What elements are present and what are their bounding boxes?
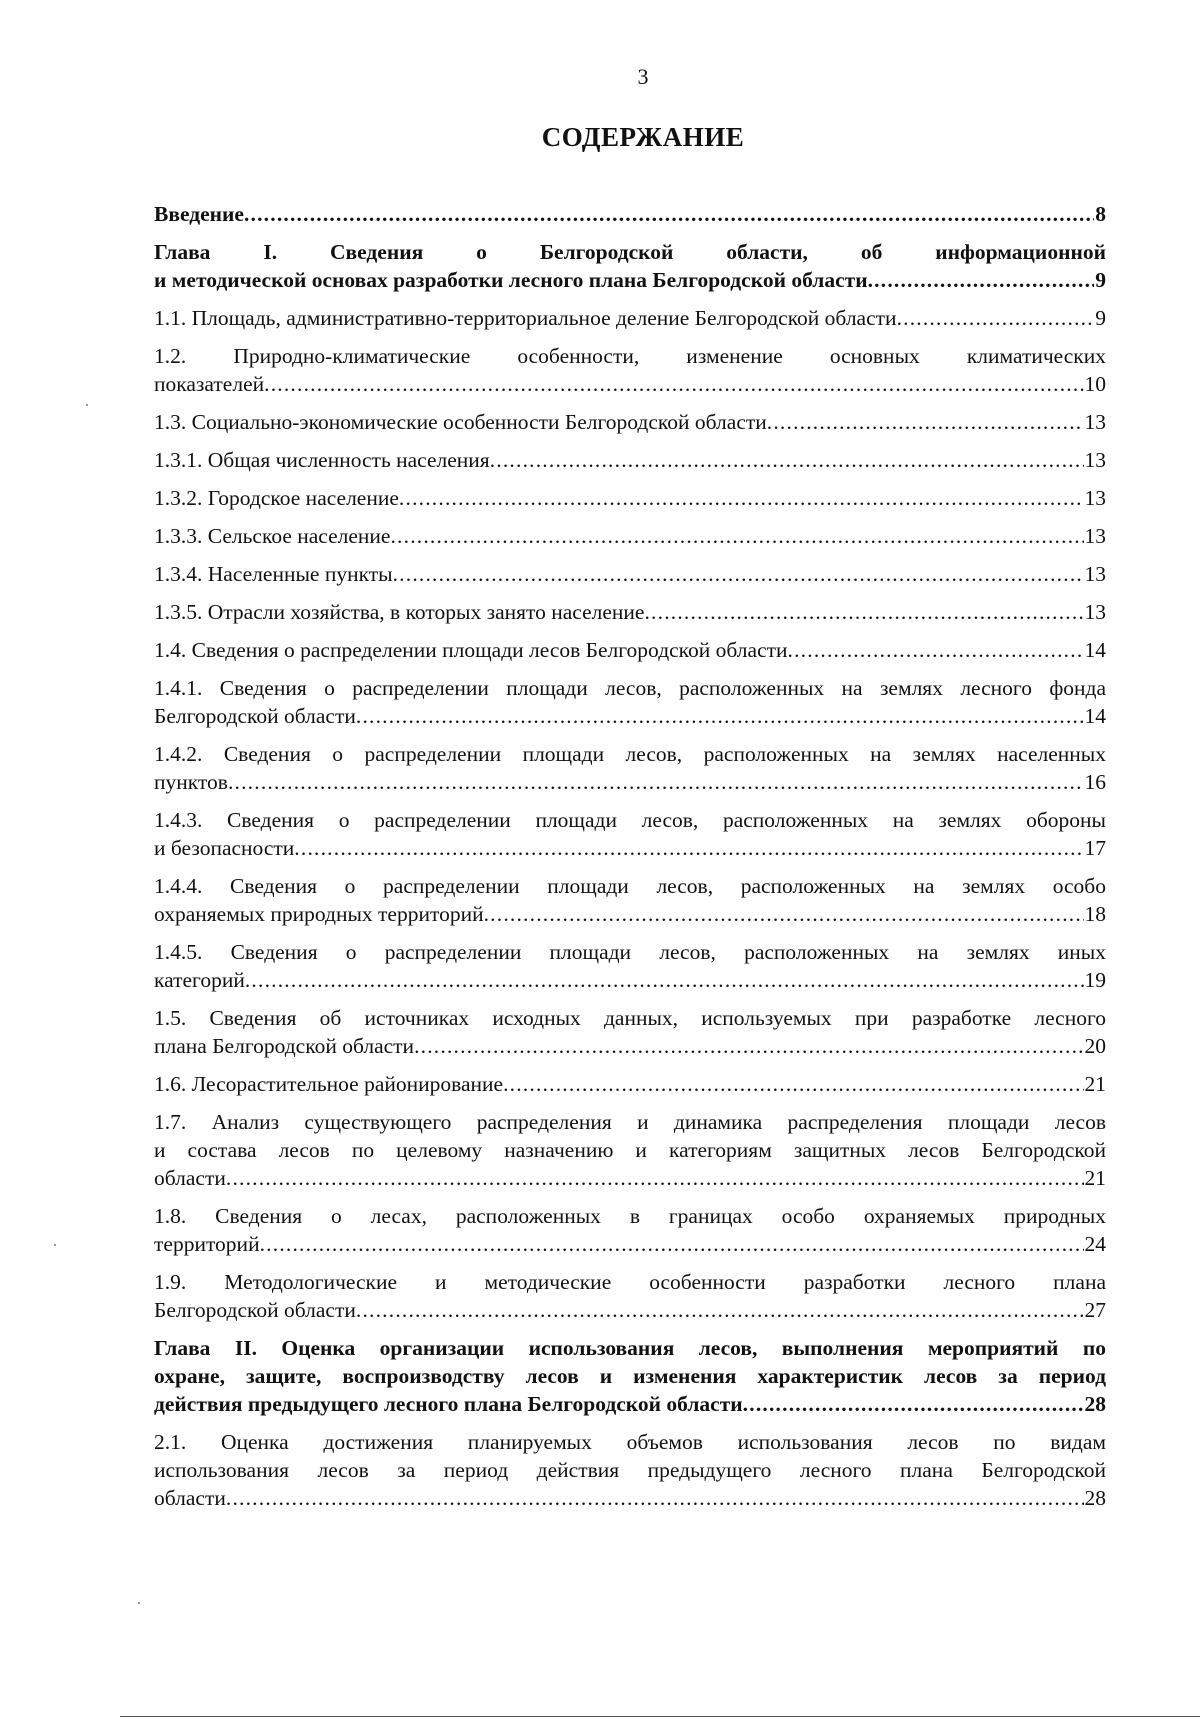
toc-entry-line xyxy=(154,1230,1106,1258)
scan-speck xyxy=(54,1244,56,1246)
toc-entry-line xyxy=(154,446,1106,474)
toc-entry-text: 1.4.2. Сведения о распределении площади лесов, расположенных на землях населенных xyxy=(154,742,1106,766)
toc-page-number: 9 xyxy=(1095,268,1106,292)
toc-page-number: 13 xyxy=(1084,562,1106,586)
toc-entry-title: территорий xyxy=(154,1232,260,1256)
dot-leader xyxy=(226,1164,1084,1192)
toc-entry-title: 1.3.5. Отрасли хозяйства, в которых занято население xyxy=(154,600,645,624)
toc-entry-line xyxy=(154,834,1106,862)
dot-leader xyxy=(393,560,1084,588)
dot-leader xyxy=(356,1296,1084,1324)
toc-entry-text: 1.4.1. Сведения о распределении площади лесов, расположенных на землях лесного фонда xyxy=(154,676,1106,700)
toc-entry-title: 1.3.4. Населенные пункты xyxy=(154,562,393,586)
toc-entry-text: 1.4.4. Сведения о распределении площади лесов, расположенных на землях особо xyxy=(154,874,1106,898)
toc-page-number: 24 xyxy=(1084,1232,1106,1256)
toc-entry-title: 1.3. Социально-экономические особенности Белгородской области xyxy=(154,410,767,434)
toc-entry-line xyxy=(154,768,1106,796)
toc-page-number: 8 xyxy=(1095,202,1106,226)
toc-entry-title: плана Белгородской области xyxy=(154,1034,415,1058)
toc-entry-text: 1.7. Анализ существующего распределения и динамика распределения площади лесов xyxy=(154,1110,1106,1134)
toc-entry-line xyxy=(154,1070,1106,1098)
toc-entry-title: показателей xyxy=(154,372,265,396)
toc-entry[interactable] xyxy=(154,408,1106,436)
toc-entry-text: использования лесов за период действия предыдущего лесного плана Белгородской xyxy=(154,1458,1106,1482)
toc-entry[interactable] xyxy=(154,484,1106,512)
dot-leader xyxy=(228,768,1084,796)
toc-entry[interactable] xyxy=(154,1428,1106,1512)
toc-entry-line xyxy=(154,522,1106,550)
toc-entry-line xyxy=(154,1032,1106,1060)
dot-leader xyxy=(484,900,1084,928)
toc-entry-title: 1.3.2. Городское население xyxy=(154,486,399,510)
toc-entry-line xyxy=(154,900,1106,928)
toc-page-number: 28 xyxy=(1084,1392,1106,1416)
toc-entry-text: 1.8. Сведения о лесах, расположенных в границах особо охраняемых природных xyxy=(154,1204,1106,1228)
toc-entry[interactable] xyxy=(154,1202,1106,1258)
toc-page-number: 14 xyxy=(1084,638,1106,662)
toc-entry[interactable] xyxy=(154,938,1106,994)
toc-page-number: 10 xyxy=(1084,372,1106,396)
dot-leader xyxy=(356,702,1084,730)
toc-page-number: 19 xyxy=(1084,968,1106,992)
toc-page-number: 13 xyxy=(1084,524,1106,548)
toc-entry[interactable] xyxy=(154,522,1106,550)
toc-page-number: 27 xyxy=(1084,1298,1106,1322)
toc-entry-title: действия предыдущего лесного плана Белгородской области xyxy=(154,1392,743,1416)
page-title: СОДЕРЖАНИЕ xyxy=(541,122,745,152)
toc-entry-title: категорий xyxy=(154,968,245,992)
page-bottom-rule xyxy=(120,1716,1200,1717)
dot-leader xyxy=(644,598,1083,626)
toc-entry-text: 1.9. Методологические и методические особенности разработки лесного плана xyxy=(154,1270,1106,1294)
toc-entry-line xyxy=(154,266,1106,294)
dot-leader xyxy=(264,370,1083,398)
toc-entry[interactable] xyxy=(154,342,1106,398)
dot-leader xyxy=(414,1032,1083,1060)
toc-entry-text: 2.1. Оценка достижения планируемых объемов использования лесов по видам xyxy=(154,1430,1106,1454)
dot-leader xyxy=(897,304,1095,332)
toc-entry-title: 1.1. Площадь, административно-территориальное деление Белгородской области xyxy=(154,306,897,330)
toc-entry[interactable] xyxy=(154,304,1106,332)
toc-entry-line xyxy=(154,702,1106,730)
scan-speck xyxy=(86,404,88,406)
dot-leader xyxy=(490,446,1084,474)
dot-leader xyxy=(868,266,1095,294)
toc-entry-text: Глава II. Оценка организации использования лесов, выполнения мероприятий по xyxy=(154,1336,1106,1360)
scan-speck xyxy=(138,1602,140,1604)
toc-entry-title: Белгородской области xyxy=(154,704,356,728)
toc-entry-line xyxy=(154,560,1106,588)
dot-leader xyxy=(743,1390,1084,1418)
toc-entry-title: 1.4. Сведения о распределении площади лесов Белгородской области xyxy=(154,638,788,662)
toc-entry[interactable] xyxy=(154,872,1106,928)
toc-entry-text: 1.5. Сведения об источниках исходных данных, используемых при разработке лесного xyxy=(154,1006,1106,1030)
toc-entry[interactable] xyxy=(154,806,1106,862)
toc-entry-title: охраняемых природных территорий xyxy=(154,902,484,926)
toc-page-number: 13 xyxy=(1084,486,1106,510)
toc-entry-text: охране, защите, воспроизводству лесов и изменения характеристик лесов за период xyxy=(154,1364,1106,1388)
dot-leader xyxy=(503,1070,1083,1098)
toc-entry-title: области xyxy=(154,1486,226,1510)
dot-leader xyxy=(788,636,1084,664)
toc-page-number: 13 xyxy=(1084,448,1106,472)
toc-entry-title: области xyxy=(154,1166,226,1190)
table-of-contents xyxy=(154,190,1106,1512)
toc-page-number: 14 xyxy=(1084,704,1106,728)
toc-entry[interactable] xyxy=(154,1004,1106,1060)
toc-entry[interactable] xyxy=(154,1334,1106,1418)
toc-entry[interactable] xyxy=(154,740,1106,796)
toc-page-number: 21 xyxy=(1084,1166,1106,1190)
toc-entry-text: 1.4.3. Сведения о распределении площади лесов, расположенных на землях обороны xyxy=(154,808,1106,832)
toc-entry-line xyxy=(154,408,1106,436)
toc-entry-line xyxy=(154,966,1106,994)
dot-leader xyxy=(245,966,1084,994)
toc-entry-line xyxy=(154,370,1106,398)
dot-leader xyxy=(399,484,1084,512)
toc-entry[interactable] xyxy=(154,598,1106,626)
toc-entry-line xyxy=(154,1296,1106,1324)
toc-entry[interactable] xyxy=(154,560,1106,588)
dot-leader xyxy=(260,1230,1084,1258)
toc-entry-title: 1.3.1. Общая численность населения xyxy=(154,448,490,472)
toc-entry[interactable] xyxy=(154,200,1106,228)
toc-entry-title: и методической основах разработки лесного плана Белгородской области xyxy=(154,268,868,292)
toc-entry-line xyxy=(154,484,1106,512)
toc-entry-line xyxy=(154,636,1106,664)
toc-page-number: 9 xyxy=(1095,306,1106,330)
toc-entry[interactable] xyxy=(154,636,1106,664)
toc-entry-line xyxy=(154,1484,1106,1512)
toc-entry-text: 1.2. Природно-климатические особенности, изменение основных климатических xyxy=(154,344,1106,368)
toc-entry[interactable] xyxy=(154,1070,1106,1098)
toc-entry-title: Белгородской области xyxy=(154,1298,356,1322)
toc-entry[interactable] xyxy=(154,446,1106,474)
toc-entry-line xyxy=(154,304,1106,332)
dot-leader xyxy=(294,834,1083,862)
dot-leader xyxy=(244,200,1094,228)
dot-leader xyxy=(390,522,1083,550)
page-number: 3 xyxy=(637,64,649,89)
toc-entry-line xyxy=(154,1164,1106,1192)
toc-page-number: 28 xyxy=(1084,1486,1106,1510)
toc-page-number: 13 xyxy=(1084,410,1106,434)
toc-entry-line xyxy=(154,598,1106,626)
toc-page-number: 21 xyxy=(1084,1072,1106,1096)
toc-entry-title: пунктов xyxy=(154,770,228,794)
toc-page-number: 16 xyxy=(1084,770,1106,794)
toc-page-number: 13 xyxy=(1084,600,1106,624)
toc-entry-text: 1.4.5. Сведения о распределении площади лесов, расположенных на землях иных xyxy=(154,940,1106,964)
toc-entry-title: 1.6. Лесорастительное районирование xyxy=(154,1072,504,1096)
toc-entry[interactable] xyxy=(154,674,1106,730)
toc-page-number: 18 xyxy=(1084,902,1106,926)
toc-entry-title: 1.3.3. Сельское население xyxy=(154,524,391,548)
toc-entry[interactable] xyxy=(154,1108,1106,1192)
toc-entry-line xyxy=(154,200,1106,228)
toc-entry-title: Введение xyxy=(154,202,244,226)
toc-entry[interactable] xyxy=(154,238,1106,294)
toc-entry[interactable] xyxy=(154,1268,1106,1324)
toc-entry-text: Глава I. Сведения о Белгородской области, об информационной xyxy=(154,240,1106,264)
toc-entry-text: и состава лесов по целевому назначению и категориям защитных лесов Белгородской xyxy=(154,1138,1106,1162)
toc-entry-title: и безопасности xyxy=(154,836,295,860)
toc-page-number: 17 xyxy=(1084,836,1106,860)
dot-leader xyxy=(226,1484,1084,1512)
toc-page-number: 20 xyxy=(1084,1034,1106,1058)
dot-leader xyxy=(767,408,1084,436)
toc-entry-line xyxy=(154,1390,1106,1418)
